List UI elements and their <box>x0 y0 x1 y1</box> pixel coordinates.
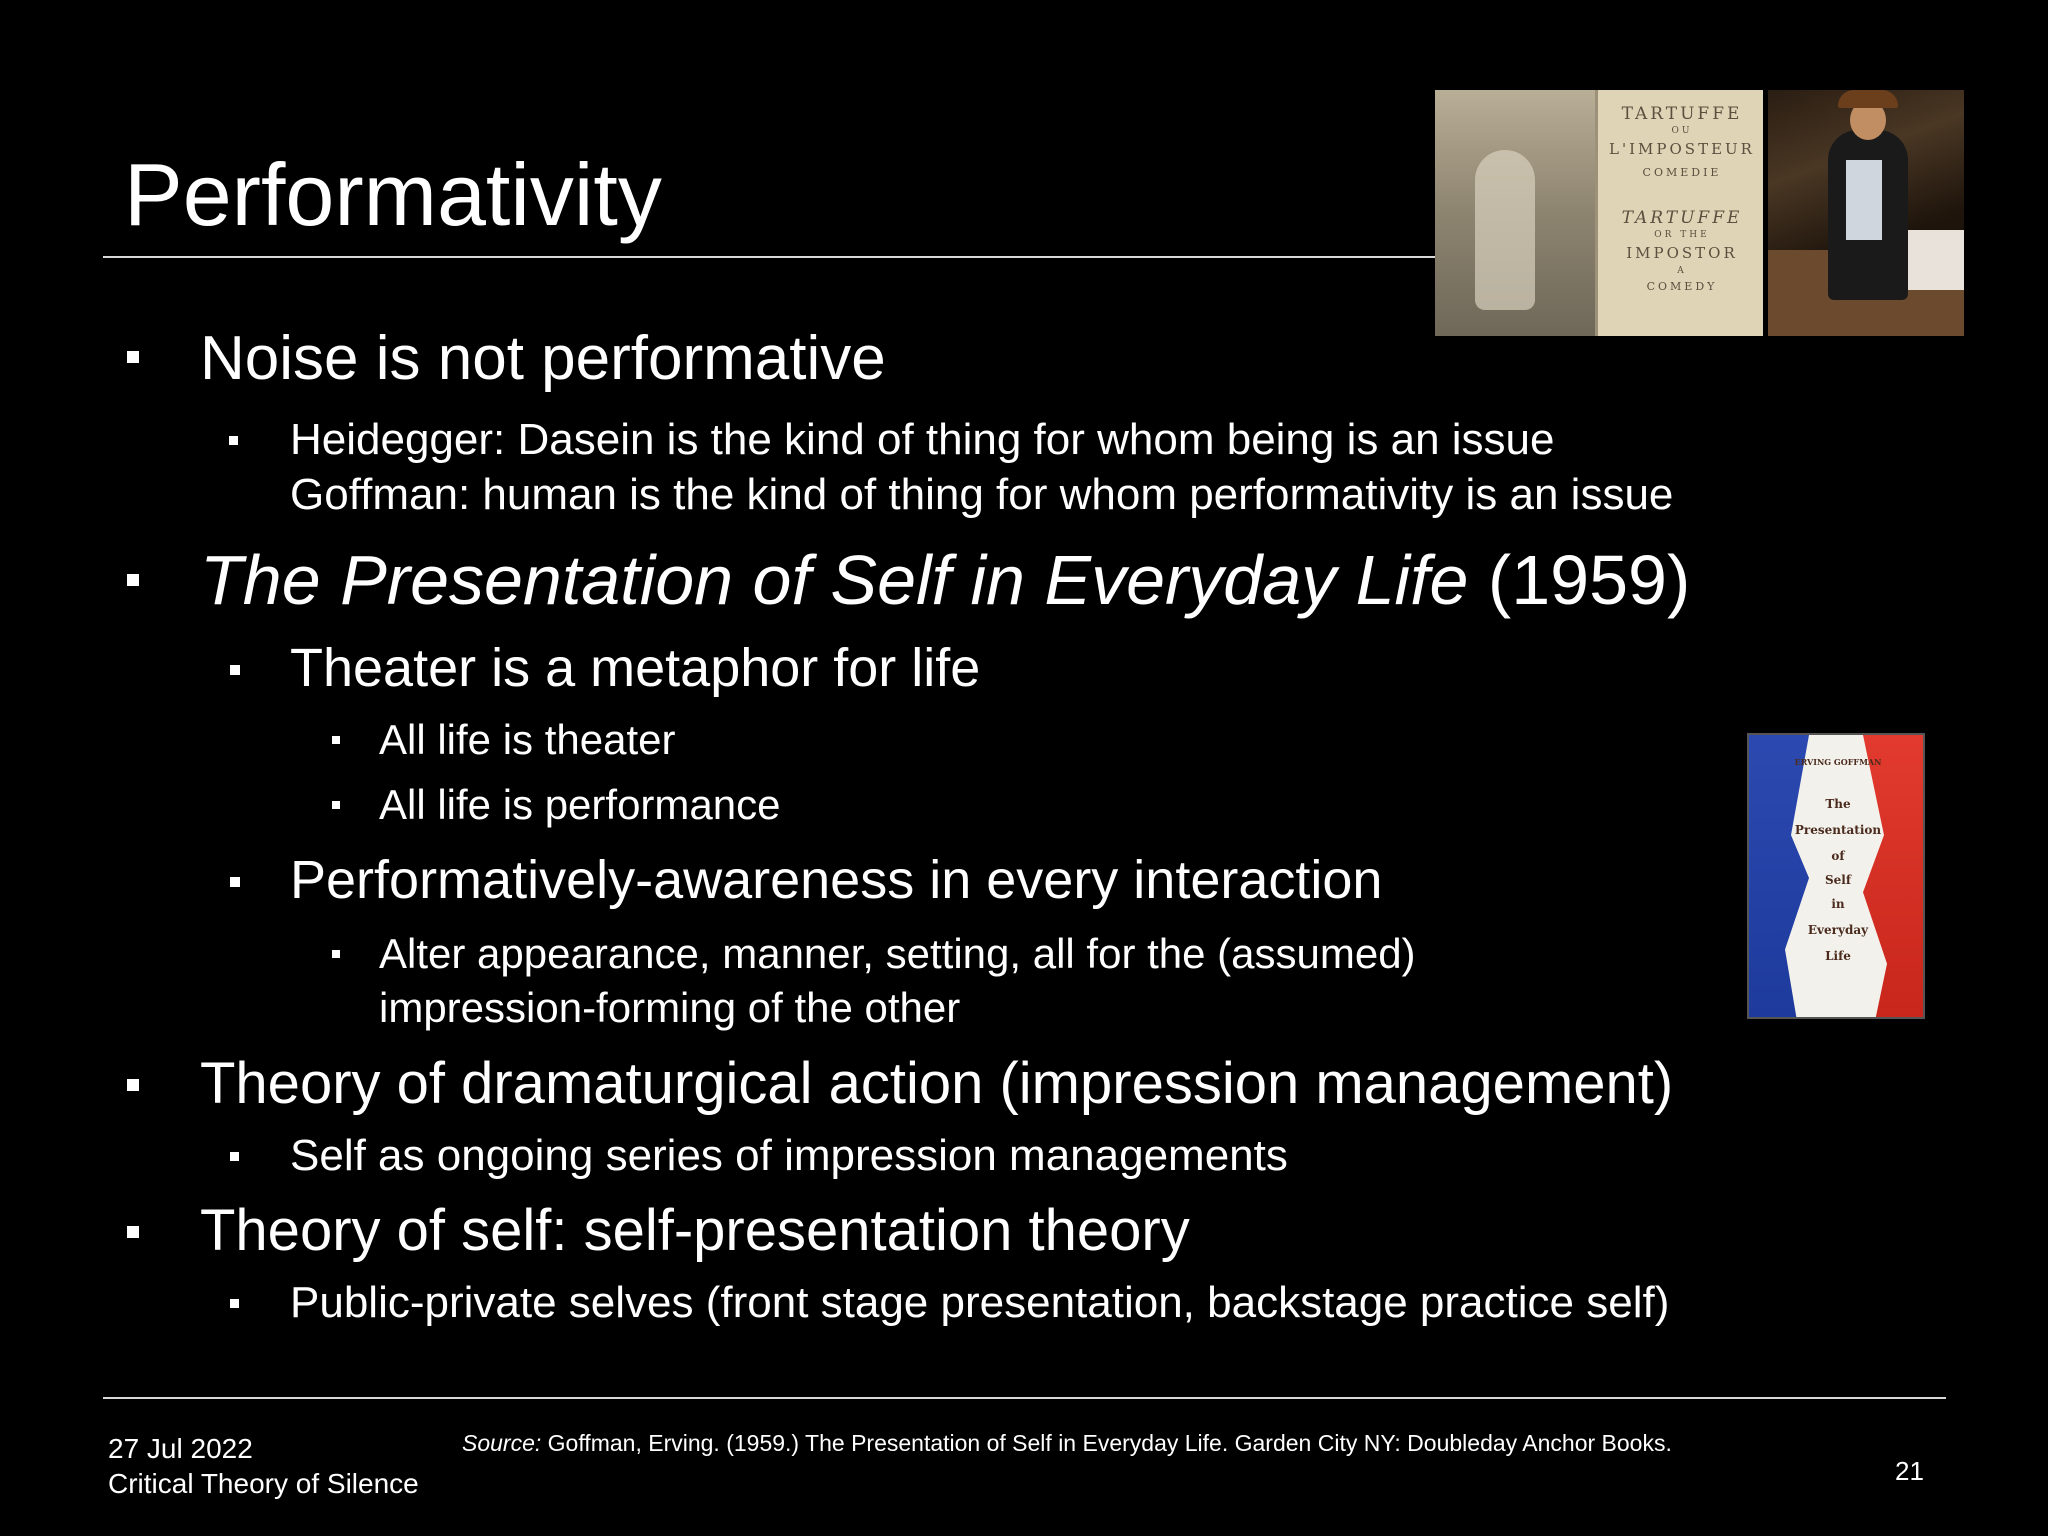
bullet-level1: Noise is not performative <box>200 324 886 393</box>
bullet-marker <box>230 877 240 887</box>
bullet-marker <box>127 1079 139 1091</box>
tartuffe-line: A <box>1677 266 1687 276</box>
book-cover-line: of <box>1831 849 1845 863</box>
bullet-marker <box>127 574 139 586</box>
slide-title: Performativity <box>124 145 662 244</box>
actor-performance-photo <box>1768 90 1964 336</box>
tartuffe-line: IMPOSTOR <box>1626 244 1738 262</box>
bullet-marker <box>230 1152 239 1161</box>
source-citation <box>462 1428 1672 1458</box>
bullet-level1-book-title <box>200 538 1690 622</box>
bullet-marker <box>230 1299 239 1308</box>
book-cover-line: Everyday <box>1807 923 1869 937</box>
footer-date: 27 Jul 2022 <box>108 1433 253 1464</box>
bullet-marker <box>230 665 240 675</box>
bullet-level2: Self as ongoing series of impression managements <box>290 1131 1288 1180</box>
tartuffe-line: TARTUFFE <box>1621 208 1743 228</box>
slide-number: 21 <box>1895 1456 1924 1486</box>
book-year: (1959) <box>1468 541 1691 619</box>
engraving-illustration <box>1435 90 1595 336</box>
bullet-level3: Alter appearance, manner, setting, all for the (assumed) <box>379 930 1416 977</box>
tartuffe-line: L'IMPOSTEUR <box>1609 140 1755 158</box>
tartuffe-line: COMEDY <box>1646 280 1718 293</box>
bullet-level2: Public-private selves (front stage presentation, backstage practice self) <box>290 1278 1670 1327</box>
source-text: Goffman, Erving. (1959.) The Presentation of Self in Everyday Life. Garden City NY: Doubleday Anchor Books. <box>541 1430 1672 1456</box>
source-label: Source: <box>462 1430 542 1456</box>
tartuffe-line: COMEDIE <box>1642 166 1722 179</box>
bullet-level2: Performatively-awareness in every interaction <box>290 850 1383 910</box>
book-cover-line: in <box>1831 897 1845 911</box>
book-cover-line: The <box>1825 797 1851 811</box>
book-cover-image <box>1747 733 1925 1019</box>
book-cover-line: Presentation <box>1794 823 1882 837</box>
bullet-level3-continuation: impression-forming of the other <box>379 984 961 1031</box>
bullet-level2: Theater is a metaphor for life <box>290 638 981 698</box>
tartuffe-line: TARTUFFE <box>1621 104 1743 124</box>
tartuffe-title-page <box>1595 90 1763 336</box>
footer-course-title: Critical Theory of Silence <box>108 1468 419 1499</box>
tartuffe-line: OR THE <box>1654 230 1710 240</box>
bullet-marker <box>332 801 340 809</box>
book-cover-author: ERVING GOFFMAN <box>1794 757 1882 767</box>
footer-divider <box>103 1397 1946 1399</box>
book-title-italic: The Presentation of Self in Everyday Life <box>200 541 1469 619</box>
bullet-level1: Theory of self: self-presentation theory <box>200 1198 1190 1263</box>
title-divider <box>103 256 1435 258</box>
bullet-level1: Theory of dramaturgical action (impression management) <box>200 1051 1674 1116</box>
bullet-marker <box>229 436 238 445</box>
tartuffe-line: OU <box>1671 126 1693 136</box>
bullet-level2-continuation: Goffman: human is the kind of thing for whom performativity is an issue <box>290 470 1674 519</box>
book-cover-line: Self <box>1824 873 1852 887</box>
bullet-marker <box>127 1226 139 1238</box>
bullet-marker <box>127 351 139 363</box>
bullet-level3: All life is theater <box>379 716 676 763</box>
tartuffe-book-image <box>1435 90 1763 336</box>
bullet-marker <box>332 950 340 958</box>
bullet-level2: Heidegger: Dasein is the kind of thing for whom being is an issue <box>290 415 1555 464</box>
bullet-level3: All life is performance <box>379 781 781 828</box>
book-cover-line: Life <box>1825 949 1851 963</box>
bullet-marker <box>332 736 340 744</box>
